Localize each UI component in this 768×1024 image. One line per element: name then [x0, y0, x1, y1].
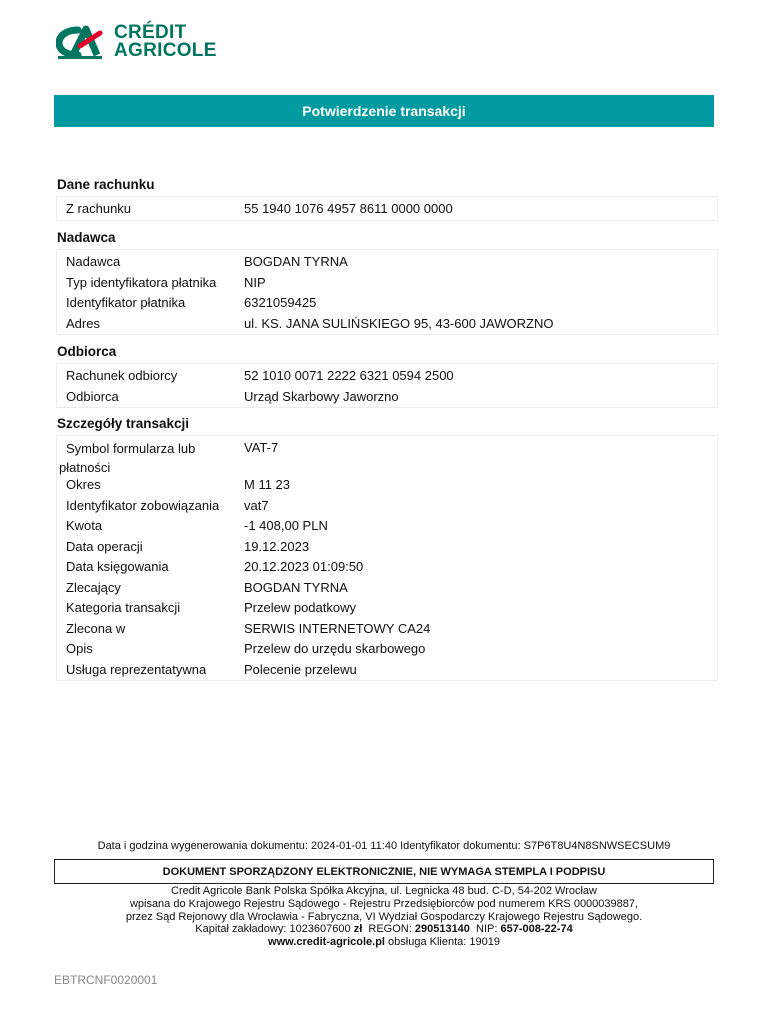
amount-value: -1 408,00 PLN [244, 518, 328, 533]
page-title: Potwierdzenie transakcji [54, 95, 714, 127]
bank-address-line: Credit Agricole Bank Polska Spółka Akcyjna, ul. Legnicka 48 bud. C-D, 54-202 Wrocław [171, 885, 597, 897]
row-label: Identyfikator płatnika [66, 295, 186, 310]
row-value: M 11 23 [244, 477, 291, 492]
row-label: Kwota [66, 518, 103, 533]
row-value: 20.12.2023 01:09:50 [244, 559, 364, 574]
details-box [56, 435, 718, 681]
row-value: 19.12.2023 [244, 538, 310, 554]
document-code: EBTRCNF0020001 [54, 973, 158, 987]
detail-row [57, 199, 717, 220]
detail-row [57, 252, 717, 273]
detail-row [57, 496, 717, 517]
detail-row [57, 619, 717, 640]
detail-row [57, 578, 717, 599]
detail-row [57, 475, 717, 496]
row-label: Symbol formularza lub płatności [59, 441, 196, 475]
section-title-recipient: Odbiorca [57, 344, 117, 359]
row-value: Przelew podatkowy [244, 600, 356, 615]
detail-row [57, 293, 717, 314]
bank-contact-line: www.credit-agricole.pl obsługa Klienta: 19019 [268, 936, 500, 949]
detail-row [57, 639, 717, 660]
row-label: Nadawca [66, 254, 121, 269]
bank-capital-line: Kapitał zakładowy: 1023607600 zł REGON: 290513140 NIP: 657-008-22-74 [195, 923, 573, 936]
generation-info: Data i godzina wygenerowania dokumentu: 2024-01-01 11:40 Identyfikator dokumentu: S7P6T8U4N8SNWSECSUM9 [97, 840, 671, 852]
row-label: Usługa reprezentatywna [66, 661, 207, 677]
electronic-document-notice: DOKUMENT SPORZĄDZONY ELEKTRONICZNIE, NIE WYMAGA STEMPLA I PODPISU [54, 859, 714, 884]
section-title-details: Szczegóły transakcji [57, 416, 190, 431]
row-value: VAT-7 [244, 440, 279, 455]
row-value: SERWIS INTERNETOWY CA24 [244, 620, 431, 636]
detail-row [57, 598, 717, 619]
row-value: NIP [244, 274, 266, 290]
row-label: Okres [66, 477, 101, 492]
recipient-box [56, 363, 718, 408]
row-label: Rachunek odbiorcy [66, 368, 178, 383]
row-label: Data księgowania [66, 559, 169, 574]
row-label: Zlecający [66, 579, 121, 595]
bank-logo [56, 22, 246, 64]
row-value: Przelew do urzędu skarbowego [244, 641, 426, 656]
row-label: Data operacji [66, 538, 143, 554]
sender-box [56, 249, 718, 335]
account-box [56, 196, 718, 221]
credit-agricole-logo-icon [56, 24, 106, 60]
row-value: vat7 [244, 497, 269, 513]
website-link[interactable]: www.credit-agricole.pl [268, 936, 385, 949]
bank-court-line: przez Sąd Rejonowy dla Wrocławia - Fabryczna, VI Wydział Gospodarczy Krajowego Rejestru Sądowego. [125, 910, 643, 923]
detail-row [57, 557, 717, 578]
row-label: Odbiorca [66, 388, 119, 404]
bank-legal-info [54, 885, 714, 949]
row-value: BOGDAN TYRNA [244, 254, 348, 269]
row-value: Urząd Skarbowy Jaworzno [244, 388, 399, 404]
row-value: 52 1010 0071 2222 6321 0594 2500 [244, 368, 454, 383]
row-label: Z rachunku [66, 201, 132, 216]
detail-row [57, 660, 717, 681]
section-title-sender: Nadawca [57, 230, 116, 245]
row-value: 55 1940 1076 4957 8611 0000 0000 [244, 201, 453, 216]
row-value: Polecenie przelewu [244, 661, 357, 677]
row-value: ul. KS. JANA SULIŃSKIEGO 95, 43-600 JAWORZNO [244, 315, 554, 331]
row-label: Zlecona w [66, 620, 126, 636]
row-value: 6321059425 [244, 295, 317, 310]
row-label: Typ identyfikatora płatnika [66, 274, 217, 290]
detail-row [57, 273, 717, 294]
detail-row [57, 314, 717, 335]
section-title-account: Dane rachunku [57, 177, 155, 192]
bank-registry-line: wpisana do Krajowego Rejestru Sądowego - Rejestru Przedsiębiorców pod numerem KRS 0000039887, [129, 897, 639, 910]
row-value: BOGDAN TYRNA [244, 579, 348, 595]
row-label: Identyfikator zobowiązania [66, 497, 220, 513]
row-label: Opis [66, 641, 93, 656]
detail-row [57, 537, 717, 558]
detail-row [57, 516, 717, 537]
row-label: Adres [66, 315, 100, 331]
detail-row [57, 387, 717, 408]
detail-row [57, 438, 717, 475]
row-label: Kategoria transakcji [66, 600, 181, 615]
detail-row [57, 366, 717, 387]
bank-name: CRÉDIT AGRICOLE [114, 22, 217, 61]
